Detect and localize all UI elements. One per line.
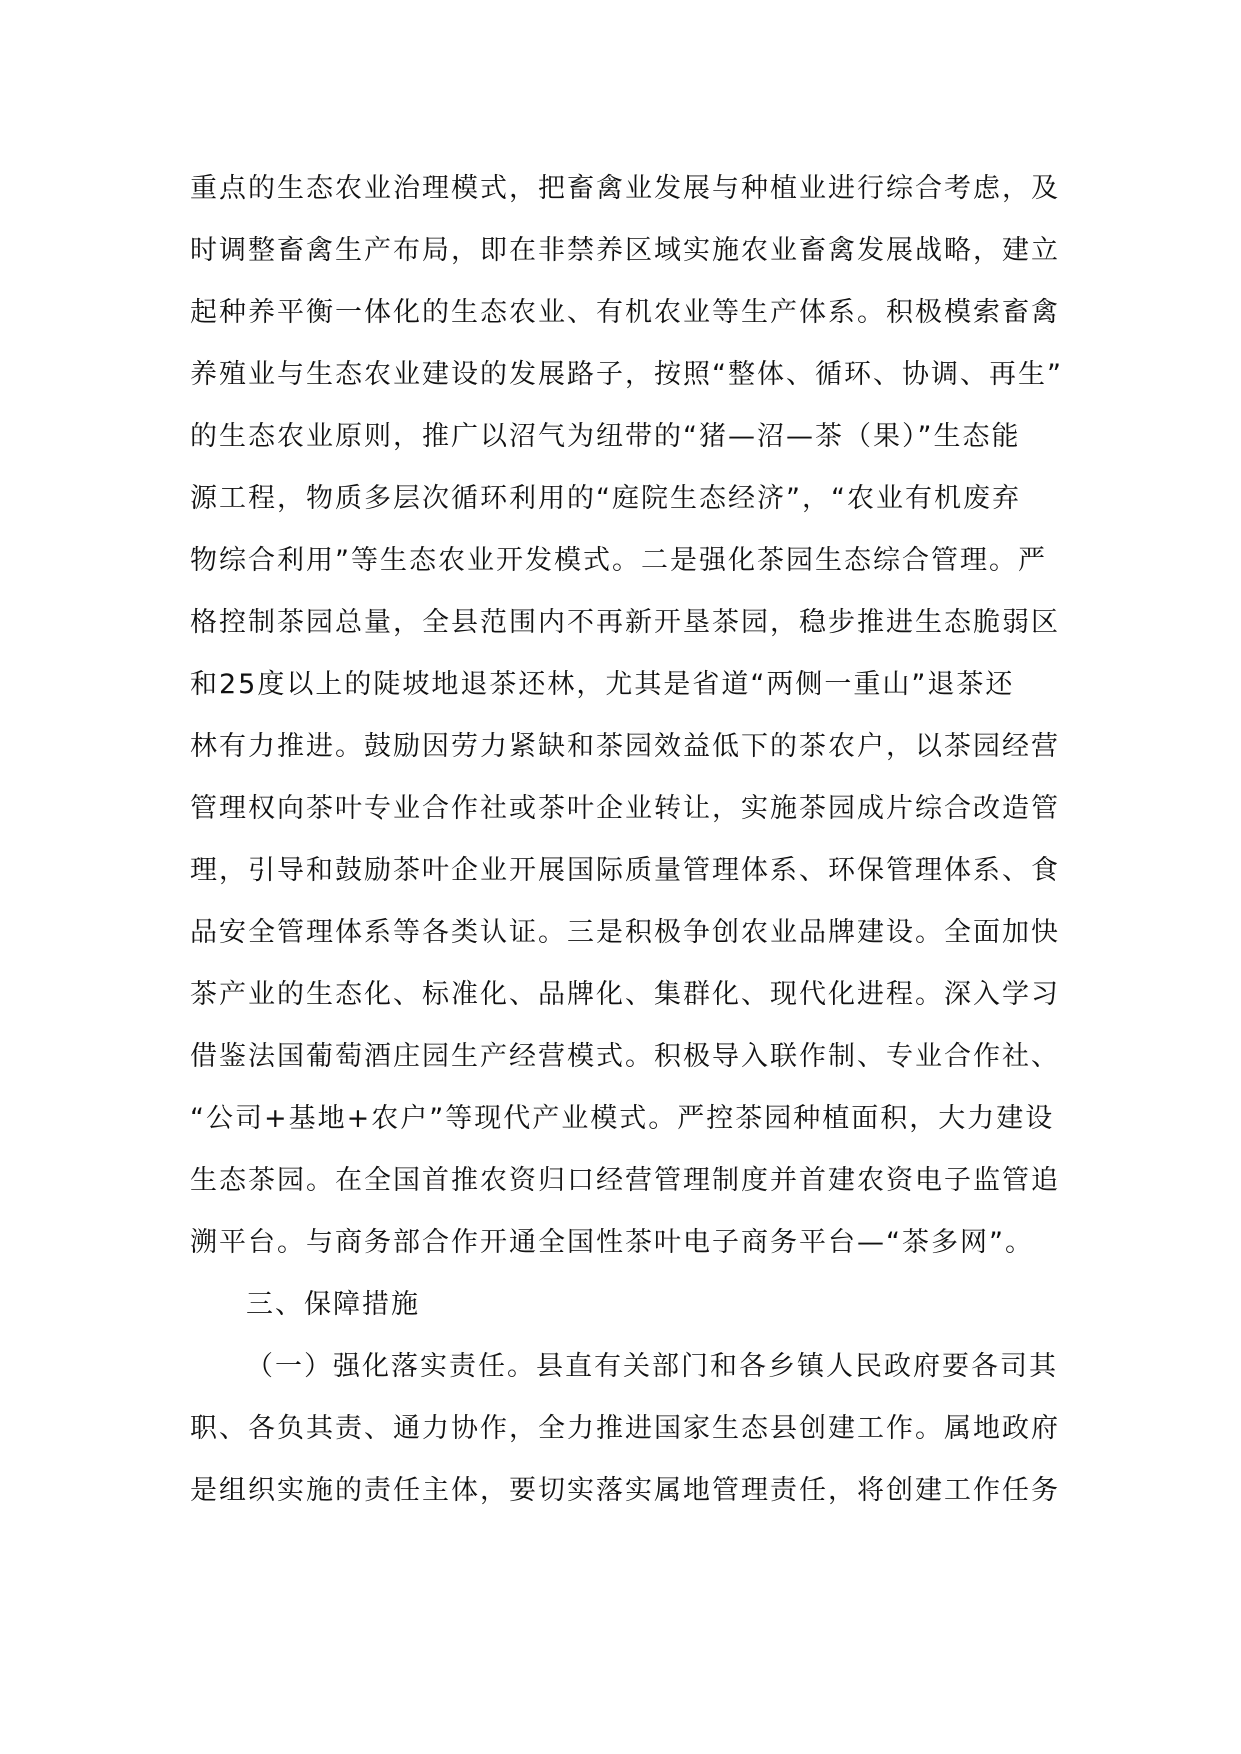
body-text bbox=[190, 158, 1063, 1522]
text-line-1: 重点的生态农业治理模式，把畜禽业发展与种植业进行综合考虑，及 bbox=[190, 173, 1060, 204]
subsection-paragraph-start: （一）强化落实责任。县直有关部门和各乡镇人民政府要各司其 bbox=[246, 1351, 1058, 1382]
text-line-13: 品安全管理体系等各类认证。三是积极争创农业品牌建设。全面加快 bbox=[190, 917, 1060, 948]
text-line-5: 的生态农业原则，推广以沼气为纽带的“猪—沼—茶（果）”生态能 bbox=[190, 421, 1021, 452]
text-line-18: 溯平台。与商务部合作开通全国性茶叶电子商务平台—“茶多网”。 bbox=[190, 1227, 1034, 1258]
text-line-14: 茶产业的生态化、标准化、品牌化、集群化、现代化进程。深入学习 bbox=[190, 979, 1060, 1010]
text-line-15: 借鉴法国葡萄酒庄园生产经营模式。积极导入联作制、专业合作社、 bbox=[190, 1041, 1060, 1072]
text-line-7: 物综合利用”等生态农业开发模式。二是强化茶园生态综合管理。严 bbox=[190, 545, 1047, 576]
text-line-16: “公司+基地+农户”等现代产业模式。严控茶园种植面积，大力建设 bbox=[190, 1103, 1055, 1134]
text-line-2: 时调整畜禽生产布局，即在非禁养区域实施农业畜禽发展战略，建立 bbox=[190, 235, 1060, 266]
text-line-12: 理，引导和鼓励茶叶企业开展国际质量管理体系、环保管理体系、食 bbox=[190, 855, 1060, 886]
section-heading: 三、保障措施 bbox=[246, 1289, 420, 1320]
text-line-3: 起种养平衡一体化的生态农业、有机农业等生产体系。积极模索畜禽 bbox=[190, 297, 1060, 328]
text-line-8: 格控制茶园总量，全县范围内不再新开垦茶园，稳步推进生态脆弱区 bbox=[190, 607, 1060, 638]
text-line-6: 源工程，物质多层次循环利用的“庭院生态经济”，“农业有机废弃 bbox=[190, 483, 1021, 514]
text-line-21: 职、各负其责、通力协作，全力推进国家生态县创建工作。属地政府 bbox=[190, 1413, 1060, 1444]
text-line-22: 是组织实施的责任主体，要切实落实属地管理责任，将创建工作任务 bbox=[190, 1475, 1060, 1506]
text-line-9: 和25度以上的陡坡地退茶还林，尤其是省道“两侧一重山”退茶还 bbox=[190, 669, 1015, 700]
text-line-17: 生态茶园。在全国首推农资归口经营管理制度并首建农资电子监管追 bbox=[190, 1165, 1060, 1196]
text-line-10: 林有力推进。鼓励因劳力紧缺和茶园效益低下的茶农户，以茶园经营 bbox=[190, 731, 1060, 762]
text-line-11: 管理权向茶叶专业合作社或茶叶企业转让，实施茶园成片综合改造管 bbox=[190, 793, 1060, 824]
text-line-4: 养殖业与生态农业建设的发展路子，按照“整体、循环、协调、再生” bbox=[190, 359, 1063, 390]
